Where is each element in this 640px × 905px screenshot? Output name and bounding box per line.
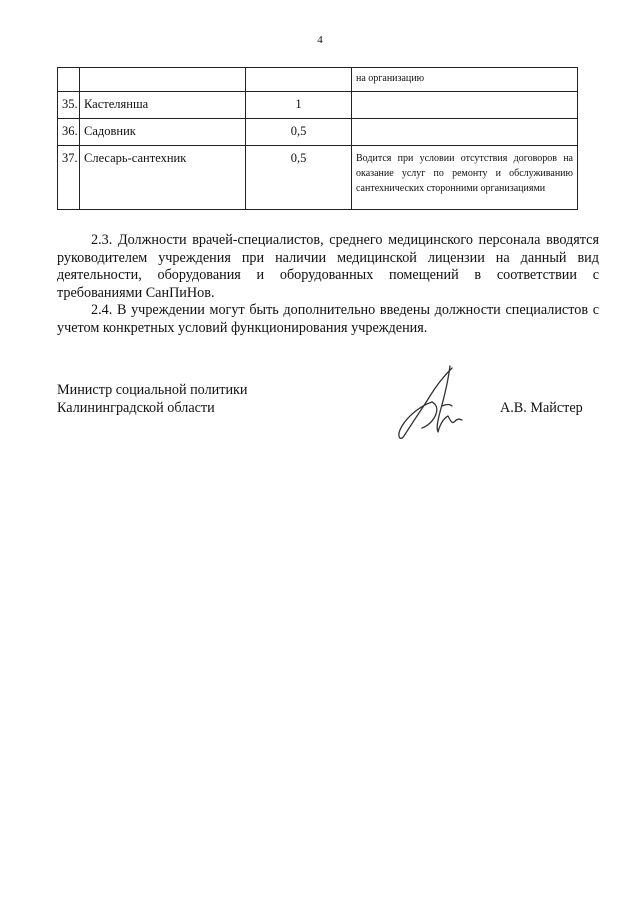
paragraph-2-3: 2.3. Должности врачей-специалистов, среднего медицинского персонала вводятся руководителем учреждения при наличии медицинской лицензии на данный вид деятельности, оборудования и оборудованных помещений в соответствии с требованиями СанПиНов. — [57, 232, 599, 301]
note-cell: Водится при условии отсутствия договоров на оказание услуг по ремонту и обслуживанию сантехнических сторонними организациями — [352, 146, 578, 210]
signer-title-line: Калининградской области — [57, 399, 215, 416]
staff-table — [57, 67, 578, 210]
note-cell — [352, 92, 578, 119]
position-cell: Кастелянша — [80, 92, 246, 119]
note-cell: на организацию — [352, 68, 578, 92]
quantity-cell: 1 — [246, 92, 352, 119]
position-cell: Садовник — [80, 119, 246, 146]
table-row — [58, 146, 578, 210]
position-cell: Слесарь-сантехник — [80, 146, 246, 210]
position-cell — [80, 68, 246, 92]
page-number: 4 — [317, 34, 323, 46]
paragraph-2-4: 2.4. В учреждении могут быть дополнительно введены должности специалистов с учетом конкретных условий функционирования учреждения. — [57, 302, 599, 336]
row-number-cell: 37. — [58, 146, 80, 210]
handwritten-signature-icon — [392, 362, 472, 442]
row-number-cell: 35. — [58, 92, 80, 119]
row-number-cell — [58, 68, 80, 92]
quantity-cell — [246, 68, 352, 92]
row-number-cell: 36. — [58, 119, 80, 146]
table-row — [58, 68, 578, 92]
signer-title-line: Министр социальной политики — [57, 382, 248, 398]
signer-title — [57, 382, 248, 417]
quantity-cell: 0,5 — [246, 146, 352, 210]
quantity-cell: 0,5 — [246, 119, 352, 146]
note-cell — [352, 119, 578, 146]
signer-name: А.В. Майстер — [500, 400, 583, 416]
table-row — [58, 92, 578, 119]
table-row — [58, 119, 578, 146]
